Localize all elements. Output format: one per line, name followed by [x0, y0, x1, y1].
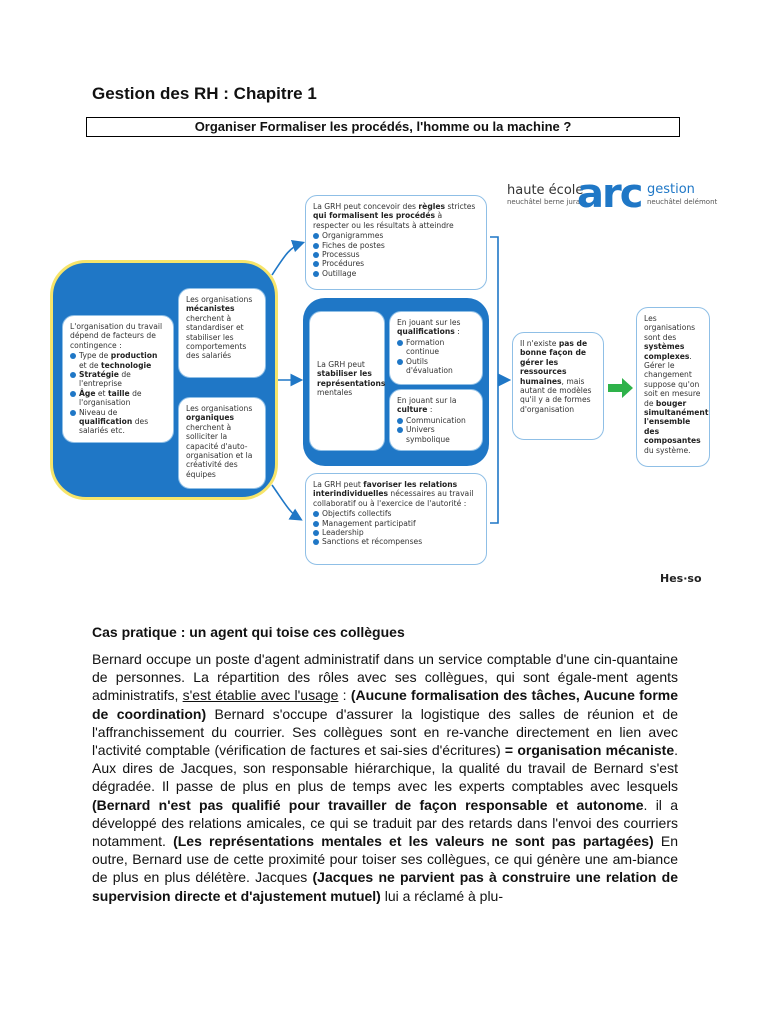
emphasis-text: (Bernard n'est pas qualifié pour travailler de façon responsable et autonome	[92, 796, 644, 813]
rules-box: La GRH peut concevoir des règles strictes qui formalisent les procédés à respecter ou les résultats à atteindre Organigrammes Fiches de postes Processus Procédures Outillage	[305, 195, 487, 290]
body-text: Bernard s'occupe d'assurer la logistique des salles de réunion et de l'affranchissement du courrier. Ses collègues sont en re-vanche directement en lien avec l'activité comptable (vérification de factures et sai-sies d'écritures)	[92, 705, 678, 759]
logo-dept-line1: gestion	[647, 182, 695, 197]
emphasis-text: (Les représentations mentales et les valeurs ne sont pas partagées)	[173, 833, 654, 850]
case-study-title: Cas pratique : un agent qui toise ces collègues	[92, 624, 405, 640]
culture-item: Communication	[397, 416, 475, 425]
context-intro: L'organisation du travail dépend de facteurs de contingence :	[70, 322, 163, 350]
case-study-body	[92, 650, 678, 905]
body-text: Bernard occupe un poste d'agent administratif dans un service comptable d'une cin-quantaine de personnes. La répartition des rôles avec ses collègues, qui sont égale-ment agents administratifs,	[92, 651, 678, 704]
relations-list	[313, 509, 479, 547]
arrow-to-relations	[272, 485, 300, 519]
culture-list	[397, 416, 475, 444]
context-box	[62, 315, 174, 443]
document-title: Gestion des RH : Chapitre 1	[92, 84, 317, 103]
body-text: . Aux dires de Jacques, son responsable hiérarchique, la qualité du travail de Bernard s'est dégradée. Il passe de plus en plus de temps avec les experts comptables avec lesquels	[92, 742, 678, 795]
body-text: :	[338, 687, 351, 704]
relations-item: Leadership	[313, 528, 479, 537]
rules-item: Procédures	[313, 259, 479, 268]
relations-box: La GRH peut favoriser les relations interindividuelles nécessaires au travail collaboratif ou à l'exercice de l'autorité : Objectifs collectifs Management participatif Leadership Sanctions et récompenses	[305, 473, 487, 565]
culture-box: En jouant sur la culture : Communication Univers symbolique	[389, 389, 483, 451]
body-text: . il a développé des relations amicales, ce qui se traduit par des retards dans l'envoi des courriers notamment.	[92, 796, 679, 850]
context-item: Âge et taille de l'organisation	[70, 389, 166, 408]
rules-item: Outillage	[313, 269, 479, 278]
emphasis-text: (Aucune formalisation des tâches, Aucune forme de coordination)	[92, 687, 678, 722]
context-item: Type de production et de technologie	[70, 351, 166, 370]
body-text: En outre, Bernard use de cette proximité pour toiser ses collègues, ce qui génère une am-biance de plus en plus délétère. Jacques	[92, 833, 678, 886]
logo-brand: arc	[577, 171, 642, 217]
conclusion-box: Les organisations sont des systèmes complexes. Gérer le changement suppose qu'on soit en mesure de bouger simultanément l'ensemble des composantes du système.	[636, 307, 710, 467]
logo-school-line2: neuchâtel berne jura	[507, 198, 580, 206]
rules-item: Fiches de postes	[313, 241, 479, 250]
relations-item: Management participatif	[313, 519, 479, 528]
qualifications-item: Outils d'évaluation	[397, 357, 475, 376]
rules-item: Processus	[313, 250, 479, 259]
culture-item: Univers symbolique	[397, 425, 475, 444]
hesso-logo: Hes·so	[660, 572, 702, 585]
relations-item: Objectifs collectifs	[313, 509, 479, 518]
context-item: Stratégie de l'entreprise	[70, 370, 166, 389]
logo-school-line1: haute école	[507, 183, 584, 198]
organic-box: Les organisations organiques cherchent à solliciter la capacité d'auto-organisation et la créativité des équipes	[178, 397, 266, 489]
no-best-way-box: Il n'existe pas de bonne façon de gérer les ressources humaines, mais autant de modèles qu'il y a de formes d'organisation	[512, 332, 604, 440]
qualifications-box: En jouant sur les qualifications : Formation continue Outils d'évaluation	[389, 311, 483, 385]
rules-item: Organigrammes	[313, 231, 479, 240]
logo-dept-line2: neuchâtel delémont	[647, 198, 718, 206]
subtitle-box: Organiser Formaliser les procédés, l'homme ou la machine ?	[86, 117, 680, 137]
arrow-to-rules	[272, 243, 302, 275]
underlined-text: s'est établie avec l'usage	[182, 687, 339, 704]
relations-item: Sanctions et récompenses	[313, 537, 479, 546]
context-list	[70, 351, 166, 436]
emphasis-text: = organisation mécaniste	[504, 742, 675, 759]
org-diagram	[50, 175, 710, 585]
emphasis-text: (Jacques ne parvient pas à construire une relation de supervision directe et d'ajustement mutuel)	[92, 869, 678, 904]
green-arrow-icon	[608, 378, 634, 398]
rules-list	[313, 231, 479, 278]
stabilize-box: La GRH peut stabiliser les représentations mentales	[309, 311, 385, 451]
bracket-line	[490, 237, 498, 523]
mechanistic-box: Les organisations mécanistes cherchent à standardiser et stabiliser les comportements des salariés	[178, 288, 266, 378]
qualifications-item: Formation continue	[397, 338, 475, 357]
context-item: Niveau de qualification des salariés etc.	[70, 408, 166, 436]
body-text: lui a réclamé à plu-	[380, 887, 504, 904]
qualifications-list	[397, 338, 475, 376]
